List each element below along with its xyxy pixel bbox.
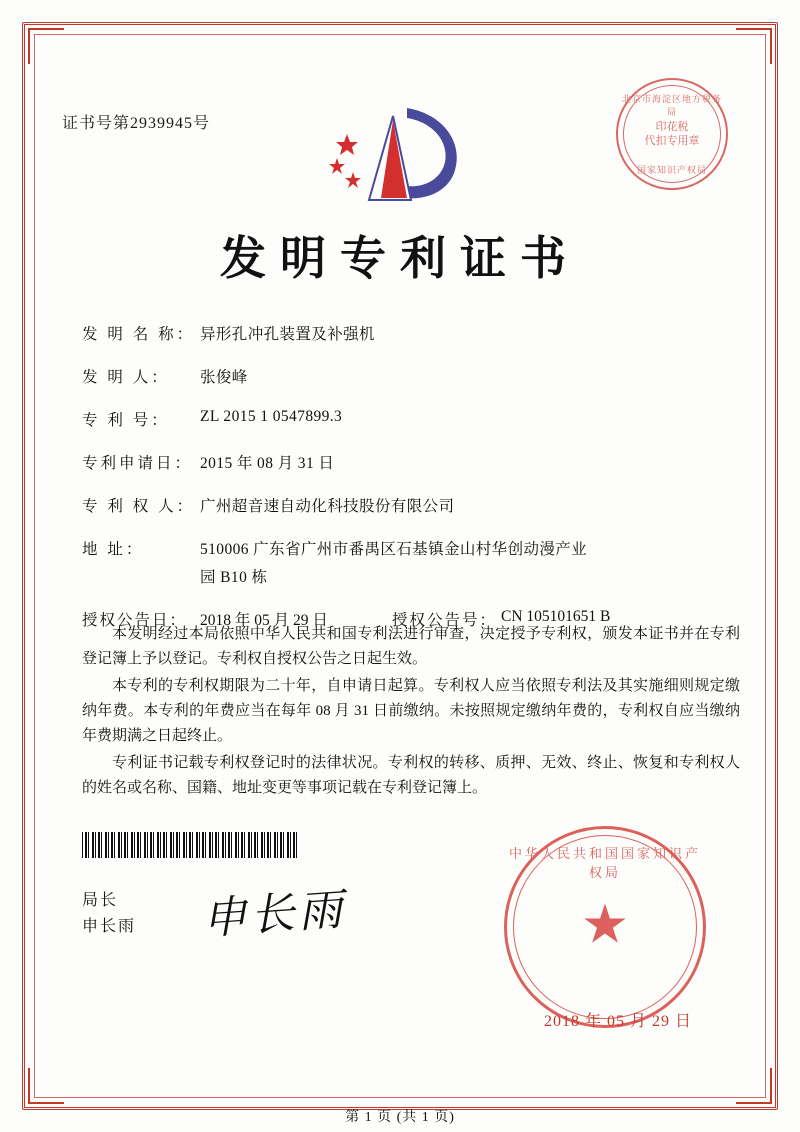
paragraph-3: 专利证书记载专利权登记时的法律状况。专利权的转移、质押、无效、终止、恢复和专利权人的姓名或名称、国籍、地址变更等事项记载在专利登记簿上。 xyxy=(82,755,740,796)
legal-paragraphs xyxy=(82,622,740,803)
seal-date: 2018 年 05 月 29 日 xyxy=(543,1013,692,1030)
official-seal xyxy=(504,826,706,1028)
sipo-logo-icon xyxy=(315,100,485,210)
barcode xyxy=(82,832,297,858)
field-row-invention-name xyxy=(82,322,738,344)
tax-stamp xyxy=(616,78,728,190)
field-value: 异形孔冲孔装置及补强机 xyxy=(200,326,375,343)
page-footer: 第 1 页 (共 1 页) xyxy=(345,1110,455,1125)
field-row-patent-number xyxy=(82,408,738,430)
field-value: 张俊峰 xyxy=(200,369,248,386)
field-row-inventor xyxy=(82,365,738,387)
star-icon: ★ xyxy=(580,894,630,955)
tax-stamp-center-line2: 代扣专用章 xyxy=(644,135,700,147)
field-label: 专 利 号： xyxy=(82,412,170,429)
field-value-address xyxy=(200,537,738,587)
announcement-date-value: 2018 年 05 月 29 日 xyxy=(200,612,328,629)
tax-stamp-arc-bottom: 国家知识产权局 xyxy=(636,165,707,175)
tax-stamp-center-line1: 印花税 xyxy=(655,121,689,133)
certificate-number: 证书号第2939945号 xyxy=(62,115,211,132)
field-label: 地 址： xyxy=(82,541,145,558)
field-label: 发 明 名 称： xyxy=(82,326,196,343)
announcement-date-label: 授权公告日： xyxy=(82,612,188,629)
field-row-application-date xyxy=(82,451,738,473)
document-title: 发明专利证书 xyxy=(220,231,580,285)
official-seal-text-top: 中华人民共和国国家知识产权局 xyxy=(508,846,701,880)
signatory-role: 局长 xyxy=(82,892,119,909)
tax-stamp-center xyxy=(618,120,726,148)
signatory-name: 申长雨 xyxy=(82,918,137,935)
field-label: 专 利 权 人： xyxy=(82,498,196,515)
paragraph-1: 本发明经过本局依照中华人民共和国专利法进行审查，决定授予专利权，颁发本证书并在专利登记簿上予以登记。专利权自授权公告之日起生效。 xyxy=(82,626,740,667)
field-label: 专利申请日： xyxy=(82,455,194,472)
field-row-address xyxy=(82,537,738,587)
certificate-content xyxy=(52,50,748,1086)
field-label: 发 明 人： xyxy=(82,369,170,386)
announcement-number-value: CN 105101651 B xyxy=(501,608,611,625)
announcement-number-label: 授权公告号： xyxy=(392,612,498,629)
tax-stamp-arc-top: 北京市海淀区地方税务局 xyxy=(621,94,722,117)
field-value: ZL 2015 1 0547899.3 xyxy=(200,408,343,425)
field-value: 2015 年 08 月 31 日 xyxy=(200,455,335,472)
field-list xyxy=(82,322,738,648)
paragraph-2: 本专利的专利权期限为二十年，自申请日起算。专利权人应当依照专利法及其实施细则规定缴纳年费。本专利的年费应当在每年 08 月 31 日前缴纳。未按照规定缴纳年费的，专利权自应当缴纳年费期满之日起终止。 xyxy=(82,678,740,744)
address-line-2: 园 B10 栋 xyxy=(200,569,268,586)
address-line-1: 510006 广东省广州市番禺区石基镇金山村华创动漫产业 xyxy=(200,541,588,558)
field-row-patentee xyxy=(82,494,738,516)
field-value: 广州超音速自动化科技股份有限公司 xyxy=(200,498,455,515)
signature-block xyxy=(82,888,136,940)
handwritten-signature: 申长雨 xyxy=(200,884,348,945)
